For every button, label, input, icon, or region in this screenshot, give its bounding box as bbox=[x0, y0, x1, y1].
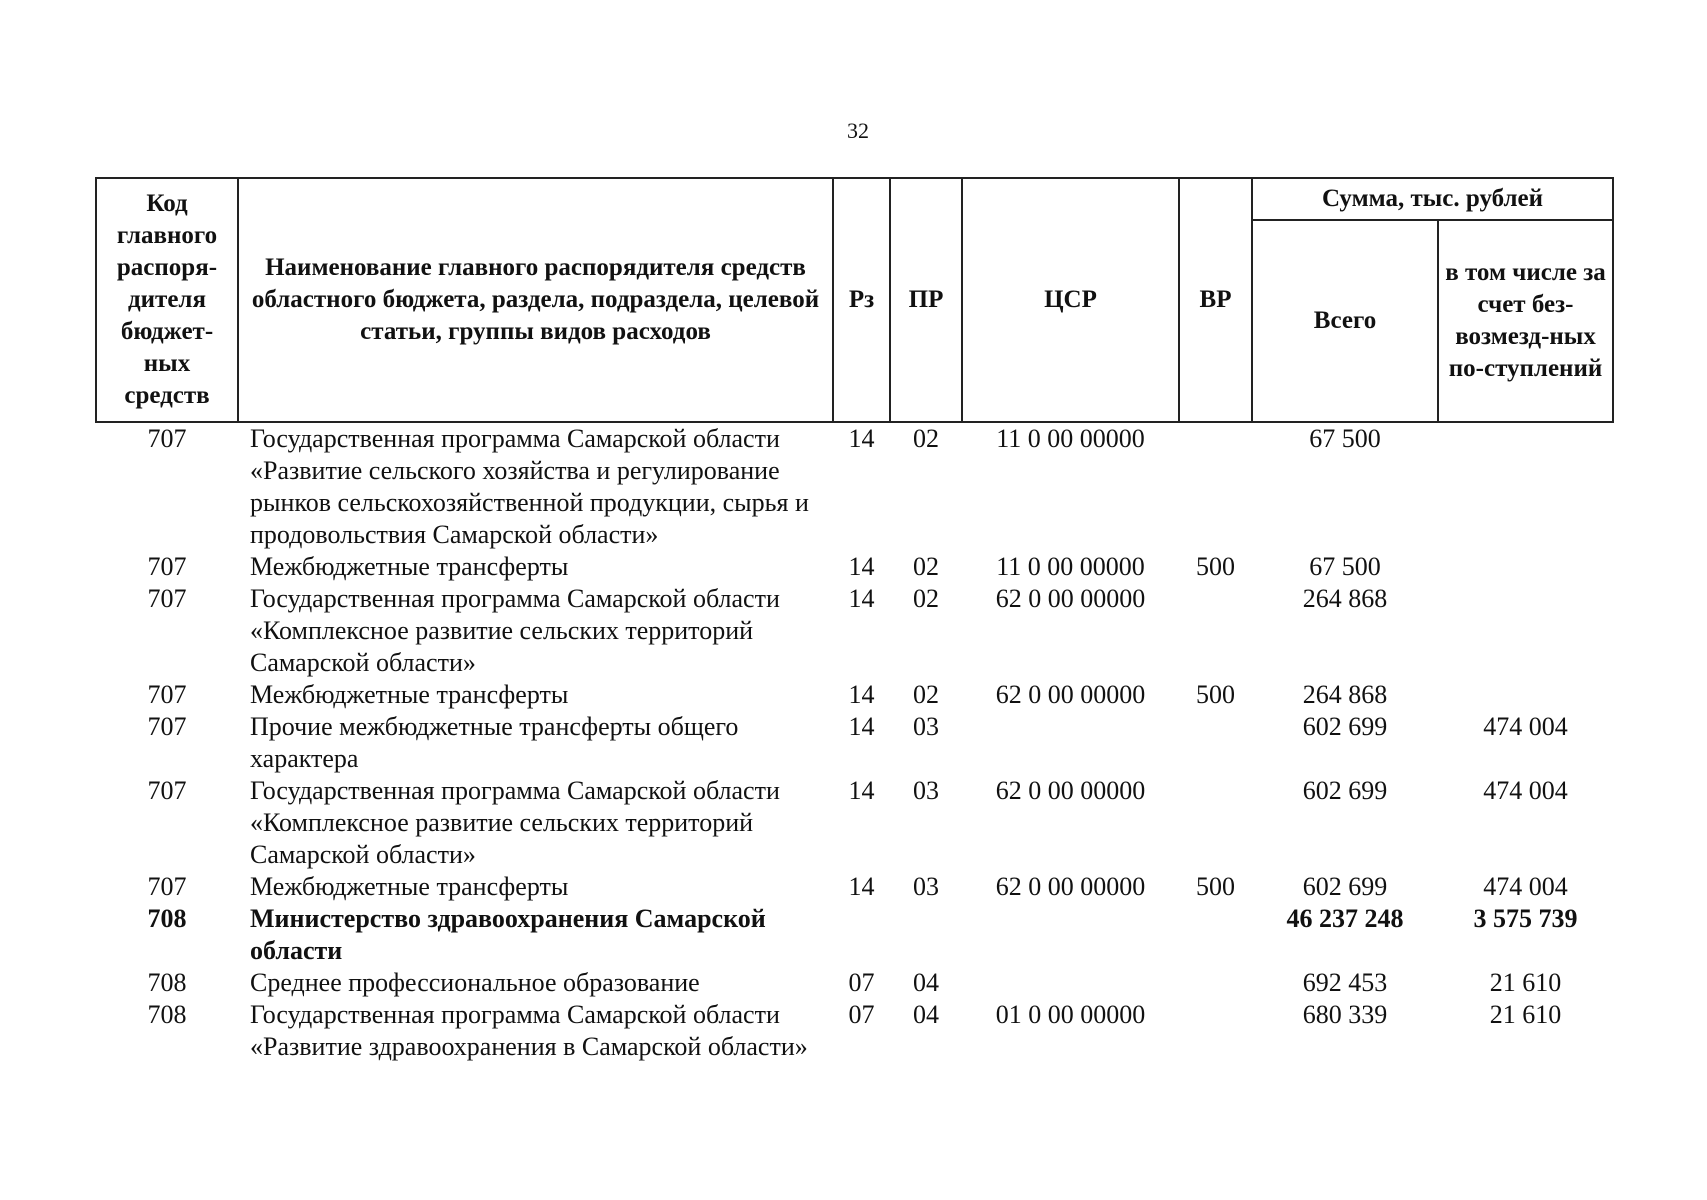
cell-csr bbox=[962, 711, 1179, 775]
cell-total: 67 500 bbox=[1309, 424, 1381, 453]
table-row bbox=[96, 583, 1613, 679]
cell-rz: 14 bbox=[848, 680, 875, 709]
cell-pr: 04 bbox=[913, 1000, 939, 1029]
cell-vr bbox=[1179, 999, 1252, 1063]
cell-total: 602 699 bbox=[1302, 712, 1388, 741]
cell-free: 3 575 739 bbox=[1473, 904, 1578, 933]
cell-csr: 01 0 00 00000 bbox=[995, 1000, 1146, 1029]
cell-code: 707 bbox=[147, 872, 187, 901]
table-body bbox=[96, 422, 1613, 1063]
header-pr: ПР bbox=[890, 178, 962, 422]
table-row bbox=[96, 711, 1613, 775]
table-row bbox=[96, 967, 1613, 999]
cell-total: 264 868 bbox=[1302, 680, 1388, 709]
cell-pr: 02 bbox=[913, 552, 939, 581]
cell-rz: 07 bbox=[848, 1000, 875, 1029]
cell-free: 474 004 bbox=[1483, 872, 1568, 901]
cell-vr: 500 bbox=[1196, 680, 1235, 709]
cell-csr: 62 0 00 00000 bbox=[995, 680, 1146, 709]
cell-name: Государственная программа Самарской области «Развитие сельского хозяйства и регулирование рынков сельскохозяйственной продукции, сырья и продовольствия Самарской области» bbox=[250, 424, 809, 549]
header-code: Код главного распоря-дителя бюджет-ных средств bbox=[96, 178, 238, 422]
cell-pr: 03 bbox=[913, 776, 939, 805]
cell-vr: 500 bbox=[1196, 552, 1235, 581]
cell-rz: 14 bbox=[848, 776, 875, 805]
cell-name: Государственная программа Самарской области «Комплексное развитие сельских территорий Самарской области» bbox=[250, 584, 780, 677]
table-row bbox=[96, 422, 1613, 551]
budget-table bbox=[95, 177, 1614, 1063]
cell-csr: 11 0 00 00000 bbox=[996, 424, 1145, 453]
cell-vr: 500 bbox=[1196, 872, 1235, 901]
cell-name: Прочие межбюджетные трансферты общего характера bbox=[250, 712, 739, 773]
cell-total: 602 699 bbox=[1302, 776, 1388, 805]
header-free: в том числе за счет без-возмезд-ных по-ступлений bbox=[1438, 220, 1613, 422]
cell-name: Государственная программа Самарской области «Комплексное развитие сельских территорий Самарской области» bbox=[250, 776, 780, 869]
header-rz: Рз bbox=[833, 178, 890, 422]
cell-total: 46 237 248 bbox=[1286, 904, 1404, 933]
cell-rz: 14 bbox=[848, 712, 875, 741]
table-row bbox=[96, 551, 1613, 583]
cell-csr bbox=[962, 967, 1179, 999]
cell-code: 707 bbox=[147, 584, 187, 613]
cell-total: 602 699 bbox=[1302, 872, 1388, 901]
cell-rz bbox=[833, 903, 890, 967]
cell-total: 692 453 bbox=[1302, 968, 1388, 997]
cell-pr: 02 bbox=[913, 584, 939, 613]
header-csr: ЦСР bbox=[962, 178, 1179, 422]
cell-vr bbox=[1179, 711, 1252, 775]
header-name: Наименование главного распорядителя средств областного бюджета, раздела, подраздела, целевой статьи, группы видов расходов bbox=[238, 178, 833, 422]
cell-name: Государственная программа Самарской области «Развитие здравоохранения в Самарской области» bbox=[250, 1000, 808, 1061]
table-row bbox=[96, 871, 1613, 903]
cell-pr bbox=[890, 903, 962, 967]
cell-pr: 02 bbox=[913, 424, 939, 453]
cell-vr bbox=[1179, 775, 1252, 871]
cell-rz: 14 bbox=[848, 584, 875, 613]
cell-vr bbox=[1179, 903, 1252, 967]
cell-free: 474 004 bbox=[1483, 712, 1568, 741]
cell-name: Межбюджетные трансферты bbox=[250, 680, 569, 709]
cell-code: 707 bbox=[147, 552, 187, 581]
cell-free bbox=[1438, 551, 1613, 583]
cell-total: 680 339 bbox=[1302, 1000, 1388, 1029]
table-header bbox=[96, 178, 1613, 422]
cell-csr: 11 0 00 00000 bbox=[996, 552, 1145, 581]
cell-code: 707 bbox=[147, 424, 187, 453]
cell-rz: 07 bbox=[848, 968, 875, 997]
cell-free bbox=[1438, 583, 1613, 679]
header-vr: ВР bbox=[1179, 178, 1252, 422]
cell-name: Среднее профессиональное образование bbox=[250, 968, 700, 997]
cell-name: Межбюджетные трансферты bbox=[250, 872, 569, 901]
cell-free: 474 004 bbox=[1483, 776, 1568, 805]
cell-code: 708 bbox=[147, 1000, 187, 1029]
table-row-ministry bbox=[96, 903, 1613, 967]
cell-pr: 03 bbox=[913, 872, 939, 901]
cell-rz: 14 bbox=[848, 872, 875, 901]
cell-total: 67 500 bbox=[1309, 552, 1381, 581]
header-total: Всего bbox=[1252, 220, 1438, 422]
cell-total: 264 868 bbox=[1302, 584, 1388, 613]
cell-pr: 03 bbox=[913, 712, 939, 741]
table-row bbox=[96, 775, 1613, 871]
cell-free bbox=[1438, 679, 1613, 711]
cell-free: 21 610 bbox=[1489, 968, 1562, 997]
cell-code: 707 bbox=[147, 680, 187, 709]
header-sum-group: Сумма, тыс. рублей bbox=[1252, 178, 1613, 220]
cell-rz: 14 bbox=[848, 424, 875, 453]
cell-pr: 02 bbox=[913, 680, 939, 709]
cell-code: 707 bbox=[147, 712, 187, 741]
cell-free bbox=[1438, 422, 1613, 551]
cell-vr bbox=[1179, 967, 1252, 999]
table-row bbox=[96, 679, 1613, 711]
cell-vr bbox=[1179, 583, 1252, 679]
cell-csr bbox=[962, 903, 1179, 967]
cell-name: Министерство здравоохранения Самарской области bbox=[250, 904, 766, 965]
cell-code: 708 bbox=[147, 968, 187, 997]
cell-vr bbox=[1179, 422, 1252, 551]
cell-rz: 14 bbox=[848, 552, 875, 581]
cell-csr: 62 0 00 00000 bbox=[995, 776, 1146, 805]
cell-pr: 04 bbox=[913, 968, 939, 997]
cell-csr: 62 0 00 00000 bbox=[995, 872, 1146, 901]
cell-free: 21 610 bbox=[1489, 1000, 1562, 1029]
cell-name: Межбюджетные трансферты bbox=[250, 552, 569, 581]
cell-csr: 62 0 00 00000 bbox=[995, 584, 1146, 613]
page-number: 32 bbox=[847, 118, 869, 143]
cell-code: 708 bbox=[147, 904, 187, 933]
cell-code: 707 bbox=[147, 776, 187, 805]
table-row bbox=[96, 999, 1613, 1063]
